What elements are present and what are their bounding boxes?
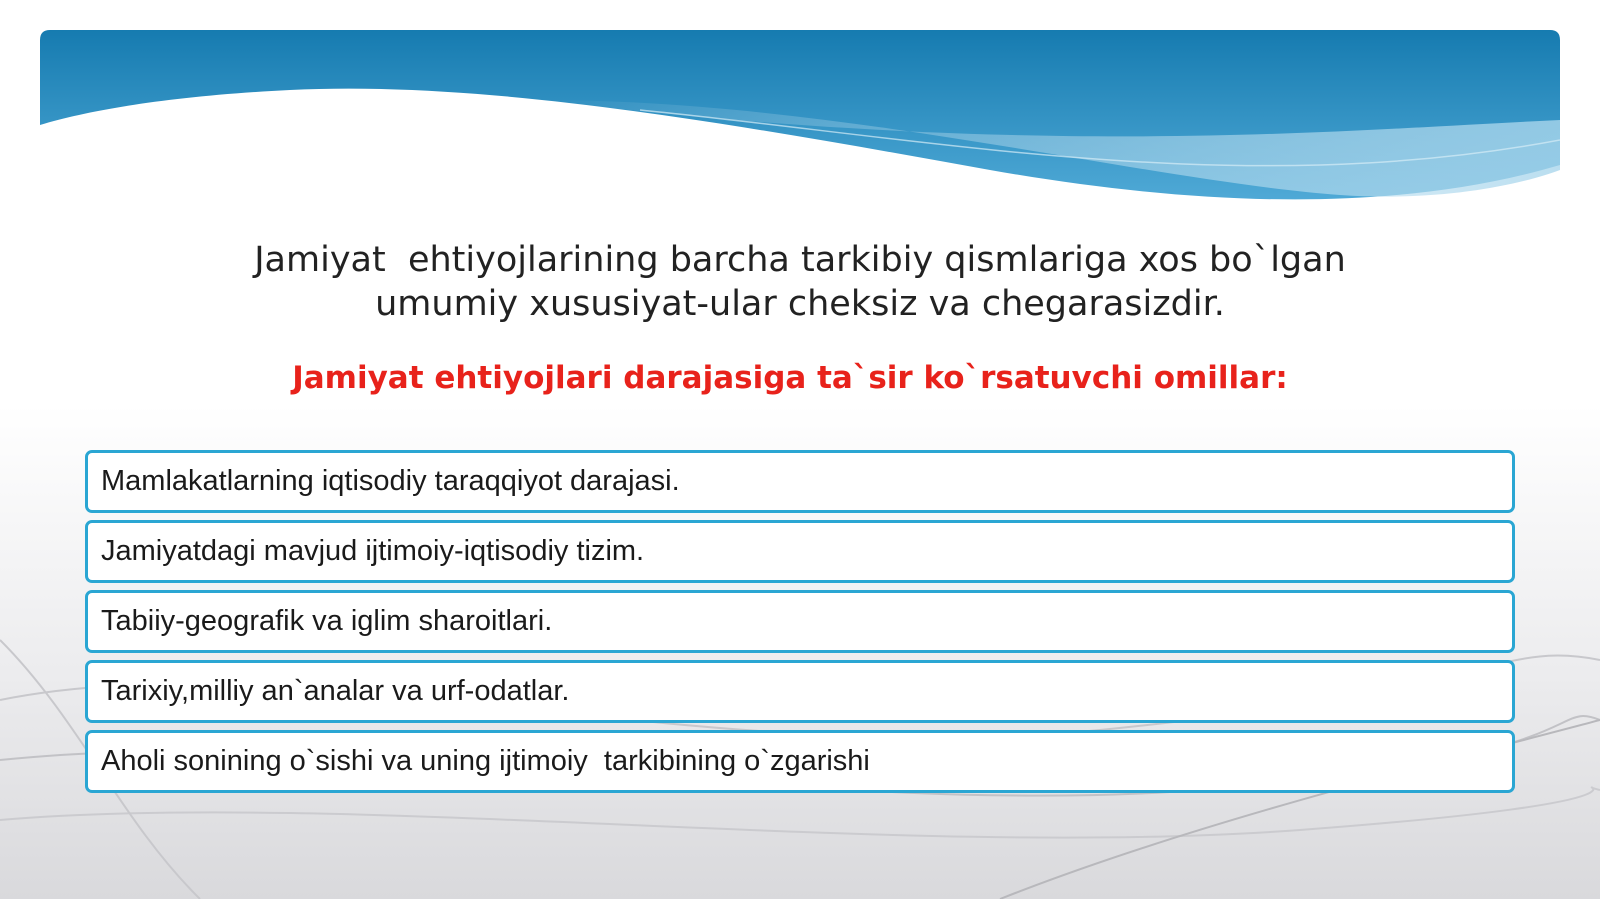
- factors-list: [85, 450, 1515, 800]
- factor-item-1: Mamlakatlarning iqtisodiy taraqqiyot darajasi.: [85, 450, 1515, 513]
- factor-item-3: Tabiiy-geografik va iglim sharoitlari.: [85, 590, 1515, 653]
- factor-item-5: Aholi sonining o`sishi va uning ijtimoiy tarkibining o`zgarishi: [85, 730, 1515, 793]
- intro-line-1: Jamiyat ehtiyojlarining barcha tarkibiy qismlariga xos bo`lgan: [254, 240, 1346, 280]
- intro-line-2: umumiy xususiyat-ular cheksiz va chegarasizdir.: [375, 284, 1225, 324]
- intro-text: [160, 238, 1440, 326]
- header-wave-banner: [40, 30, 1560, 210]
- factor-item-4: Tarixiy,milliy an`analar va urf-odatlar.: [85, 660, 1515, 723]
- factor-item-2: Jamiyatdagi mavjud ijtimoiy-iqtisodiy tizim.: [85, 520, 1515, 583]
- factors-heading: Jamiyat ehtiyojlari darajasiga ta`sir ko`rsatuvchi omillar:: [292, 360, 1288, 396]
